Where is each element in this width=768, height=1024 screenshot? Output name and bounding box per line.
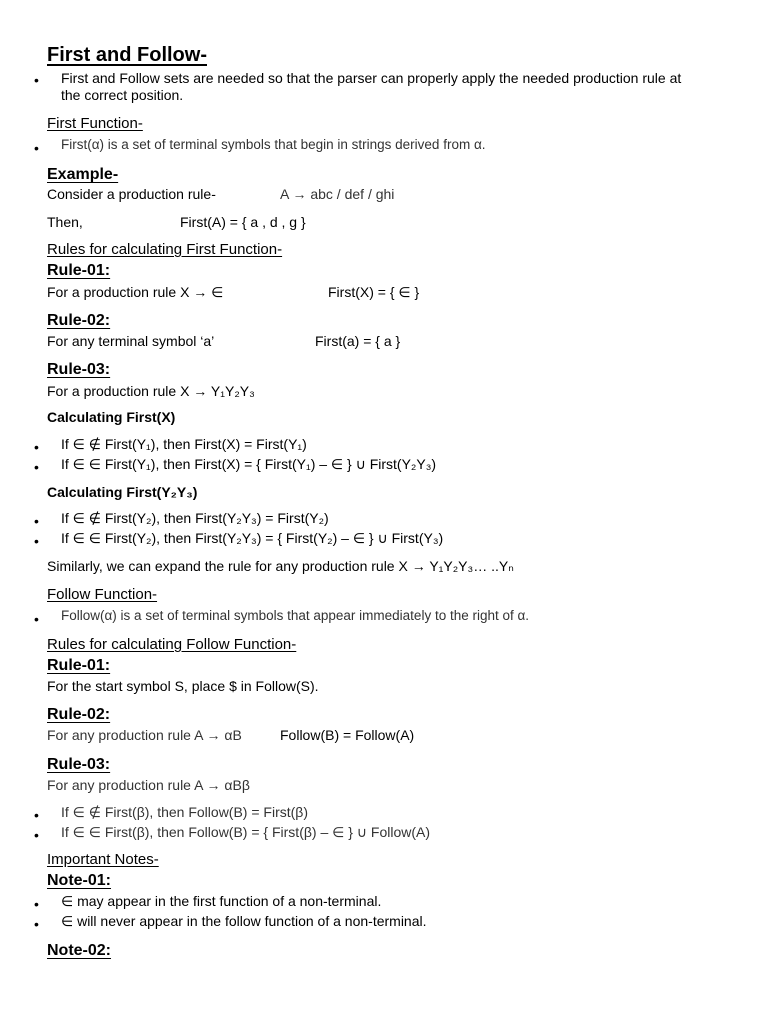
first-function-heading: First Function- xyxy=(47,115,143,132)
first-rule-02-heading: Rule-02: xyxy=(47,312,111,329)
first-rule-01-heading: Rule-01: xyxy=(47,262,111,279)
notes-heading: Important Notes- xyxy=(47,851,159,868)
note-01-heading: Note-01: xyxy=(47,872,112,889)
follow-rule-03-heading: Rule-03: xyxy=(47,756,111,773)
page-title: First and Follow- xyxy=(47,44,207,66)
bullet-icon: • xyxy=(34,827,39,843)
follow-rule-01-text: For the start symbol S, place $ in Follow(S). xyxy=(47,678,319,694)
first-rule-03-heading: Rule-03: xyxy=(47,361,111,378)
list-item: If ∈ ∉ First(β), then Follow(B) = First(β) xyxy=(61,804,309,820)
example-consider: Consider a production rule- xyxy=(47,186,216,202)
bullet-icon: • xyxy=(34,611,39,627)
bullet-icon: • xyxy=(34,513,39,529)
bullet-icon: • xyxy=(34,807,39,823)
bullet-icon: • xyxy=(34,916,39,932)
first-rule-03-text: For a production rule X → Y₁Y₂Y₃ xyxy=(47,383,255,399)
first-rules-heading: Rules for calculating First Function- xyxy=(47,241,283,258)
bullet-icon: • xyxy=(34,439,39,455)
intro-line-1: First and Follow sets are needed so that the parser can properly apply the needed production rule at xyxy=(61,70,682,86)
follow-rule-03-text: For any production rule A → αBβ xyxy=(47,777,250,793)
follow-function-heading: Follow Function- xyxy=(47,586,158,603)
follow-rule-02-heading: Rule-02: xyxy=(47,706,111,723)
follow-rule-01-heading: Rule-01: xyxy=(47,657,111,674)
follow-function-definition: Follow(α) is a set of terminal symbols that appear immediately to the right of α. xyxy=(61,608,530,623)
intro-line-2: the correct position. xyxy=(61,87,184,103)
list-item: If ∈ ∉ First(Y₁), then First(X) = First(Y₁) xyxy=(61,436,307,452)
example-rule: A → abc / def / ghi xyxy=(280,186,395,202)
list-item: ∈ will never appear in the follow function of a non-terminal. xyxy=(61,913,427,929)
bullet-icon: • xyxy=(34,140,39,156)
similarly-text: Similarly, we can expand the rule for any production rule X → Y₁Y₂Y₃… ..Yₙ xyxy=(47,558,514,574)
example-then: Then, xyxy=(47,214,83,230)
list-item: If ∈ ∈ First(Y₂), then First(Y₂Y₃) = { First(Y₂) – ∈ } ∪ First(Y₃) xyxy=(61,530,444,546)
first-rule-02-text: For any terminal symbol ‘a’ xyxy=(47,333,215,349)
note-02-heading: Note-02: xyxy=(47,942,112,959)
follow-rule-02-result: Follow(B) = Follow(A) xyxy=(280,727,415,743)
bullet-icon: • xyxy=(34,533,39,549)
calc-first-x-heading: Calculating First(X) xyxy=(47,409,176,425)
first-rule-02-result: First(a) = { a } xyxy=(315,333,401,349)
bullet-icon: • xyxy=(34,896,39,912)
follow-rule-02-text: For any production rule A → αB xyxy=(47,727,242,743)
follow-rules-heading: Rules for calculating Follow Function- xyxy=(47,636,297,653)
example-result: First(A) = { a , d , g } xyxy=(180,214,306,230)
calc-first-y2y3-heading: Calculating First(Y₂Y₃) xyxy=(47,484,198,500)
example-heading: Example- xyxy=(47,166,119,183)
list-item: ∈ may appear in the first function of a non-terminal. xyxy=(61,893,382,909)
list-item: If ∈ ∈ First(Y₁), then First(X) = { First(Y₁) – ∈ } ∪ First(Y₂Y₃) xyxy=(61,456,437,472)
first-function-definition: First(α) is a set of terminal symbols that begin in strings derived from α. xyxy=(61,137,486,152)
first-rule-01-result: First(X) = { ∈ } xyxy=(328,284,420,300)
bullet-icon: • xyxy=(34,459,39,475)
bullet-icon: • xyxy=(34,72,39,88)
list-item: If ∈ ∉ First(Y₂), then First(Y₂Y₃) = First(Y₂) xyxy=(61,510,329,526)
first-rule-01-text: For a production rule X → ∈ xyxy=(47,284,224,300)
list-item: If ∈ ∈ First(β), then Follow(B) = { First(β) – ∈ } ∪ Follow(A) xyxy=(61,824,431,840)
